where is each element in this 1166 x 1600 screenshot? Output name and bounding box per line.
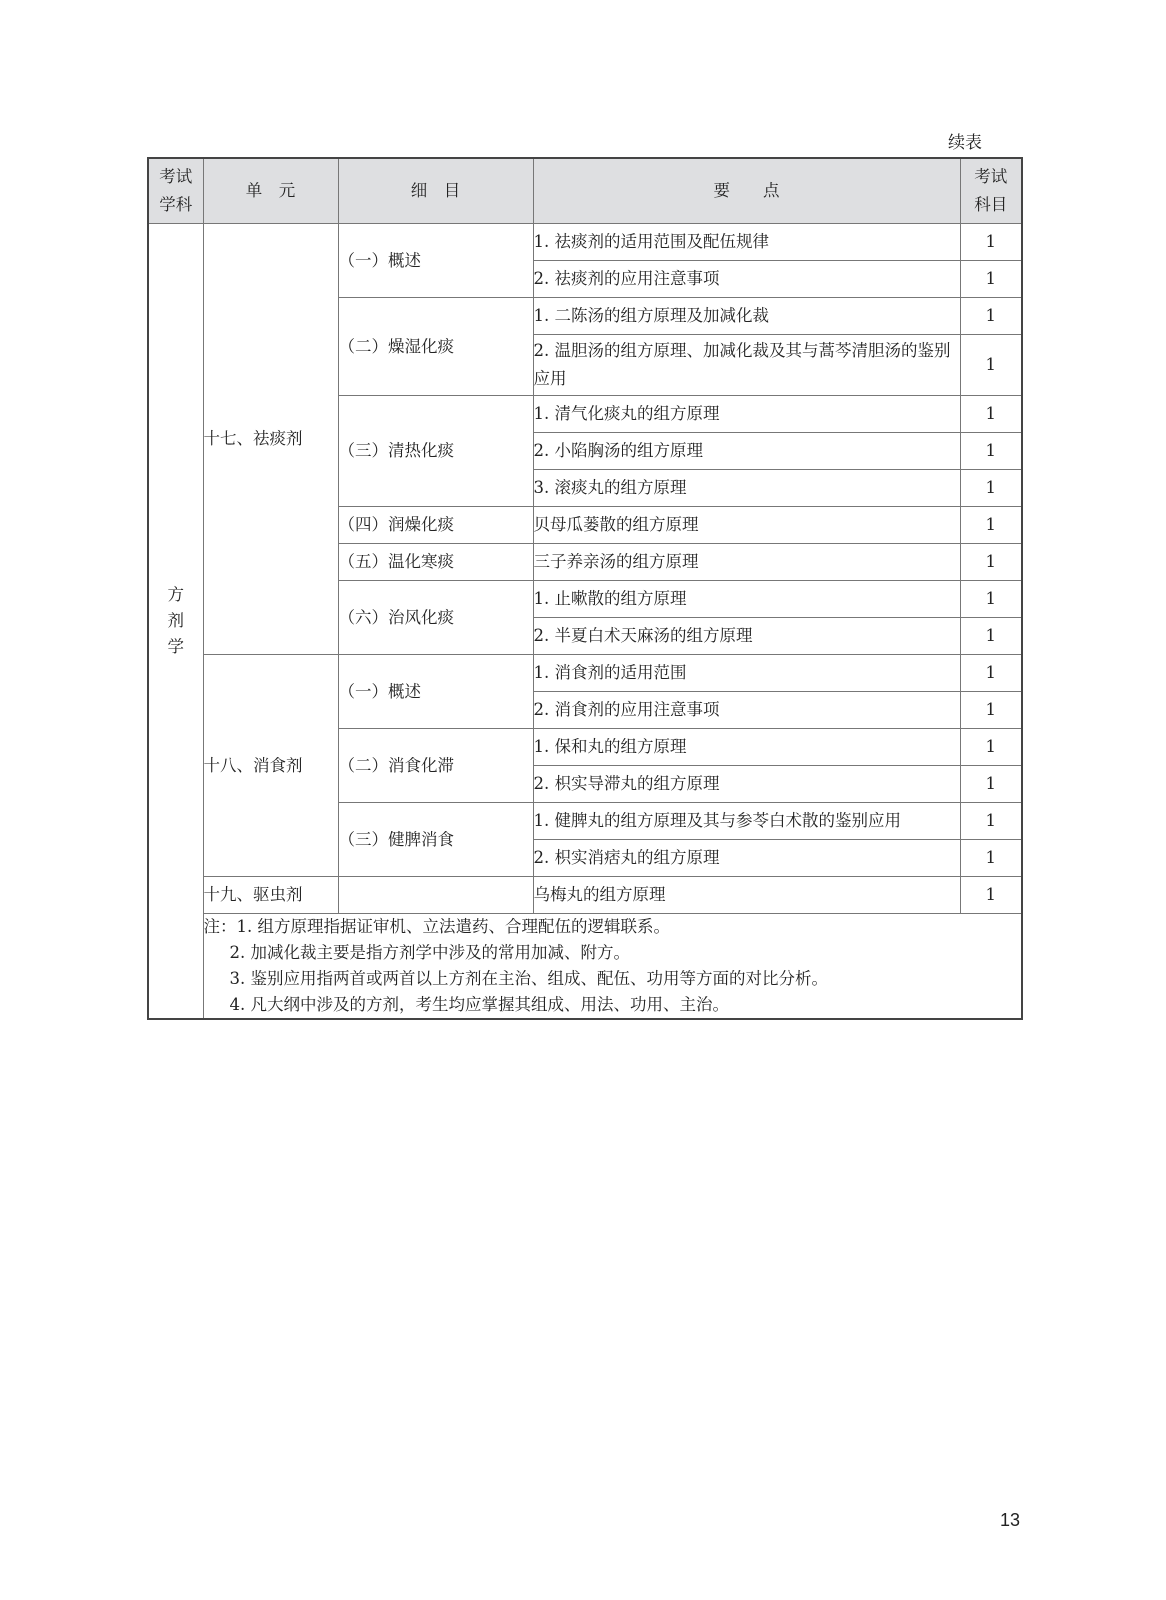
point-cell: 三子养亲汤的组方原理 — [533, 544, 960, 581]
point-cell: 乌梅丸的组方原理 — [533, 877, 960, 914]
point-cell: 贝母瓜蒌散的组方原理 — [533, 507, 960, 544]
item-cell: （二）消食化滞 — [338, 729, 533, 803]
count-cell: 1 — [960, 396, 1022, 433]
count-cell: 1 — [960, 470, 1022, 507]
header-exam-text: 考试 科目 — [974, 167, 1008, 214]
count-cell: 1 — [960, 261, 1022, 298]
table-row — [148, 224, 1022, 261]
header-points: 要 点 — [533, 158, 960, 224]
count-cell: 1 — [960, 224, 1022, 261]
continued-label: 续表 — [948, 133, 982, 153]
item-cell: （五）温化寒痰 — [338, 544, 533, 581]
header-subject-text: 考试 学科 — [159, 167, 193, 214]
count-cell: 1 — [960, 544, 1022, 581]
point-cell: 2. 枳实消痞丸的组方原理 — [533, 840, 960, 877]
point-cell: 2. 枳实导滞丸的组方原理 — [533, 766, 960, 803]
unit-cell: 十九、驱虫剂 — [203, 877, 338, 914]
item-cell: （六）治风化痰 — [338, 581, 533, 655]
item-cell: （二）燥湿化痰 — [338, 298, 533, 396]
point-cell: 2. 消食剂的应用注意事项 — [533, 692, 960, 729]
count-cell: 1 — [960, 618, 1022, 655]
header-unit: 单 元 — [203, 158, 338, 224]
item-cell: （四）润燥化痰 — [338, 507, 533, 544]
note-line: 注：1. 组方原理指据证审机、立法遣药、合理配伍的逻辑联系。 — [203, 917, 670, 936]
table-body — [148, 224, 1022, 1020]
point-cell: 1. 二陈汤的组方原理及加减化裁 — [533, 298, 960, 335]
count-cell: 1 — [960, 655, 1022, 692]
table-row — [148, 877, 1022, 914]
count-cell: 1 — [960, 692, 1022, 729]
item-cell: （三）清热化痰 — [338, 396, 533, 507]
point-cell: 1. 祛痰剂的适用范围及配伍规律 — [533, 224, 960, 261]
subject-text: 方 剂 学 — [167, 585, 184, 656]
item-cell: （一）概述 — [338, 224, 533, 298]
point-cell: 1. 清气化痰丸的组方原理 — [533, 396, 960, 433]
unit-cell: 十七、祛痰剂 — [203, 224, 338, 655]
note-line: 4. 凡大纲中涉及的方剂，考生均应掌握其组成、用法、功用、主治。 — [229, 995, 729, 1014]
count-cell: 1 — [960, 298, 1022, 335]
count-cell: 1 — [960, 507, 1022, 544]
note-line: 2. 加减化裁主要是指方剂学中涉及的常用加减、附方。 — [229, 943, 630, 962]
point-cell: 1. 保和丸的组方原理 — [533, 729, 960, 766]
notes-row — [148, 914, 1022, 1020]
page-number: 13 — [1000, 1510, 1021, 1530]
point-cell: 2. 小陷胸汤的组方原理 — [533, 433, 960, 470]
item-cell: （一）概述 — [338, 655, 533, 729]
header-subject — [148, 158, 203, 224]
item-cell — [338, 877, 533, 914]
count-cell: 1 — [960, 335, 1022, 396]
syllabus-table — [147, 157, 1023, 1020]
count-cell: 1 — [960, 877, 1022, 914]
point-cell: 2. 半夏白术天麻汤的组方原理 — [533, 618, 960, 655]
note-line: 3. 鉴别应用指两首或两首以上方剂在主治、组成、配伍、功用等方面的对比分析。 — [229, 969, 828, 988]
point-cell: 1. 消食剂的适用范围 — [533, 655, 960, 692]
count-cell: 1 — [960, 433, 1022, 470]
count-cell: 1 — [960, 581, 1022, 618]
point-cell: 3. 滚痰丸的组方原理 — [533, 470, 960, 507]
count-cell: 1 — [960, 729, 1022, 766]
unit-cell: 十八、消食剂 — [203, 655, 338, 877]
notes-cell — [203, 914, 1022, 1020]
point-cell: 2. 祛痰剂的应用注意事项 — [533, 261, 960, 298]
table-row — [148, 655, 1022, 692]
header-item: 细 目 — [338, 158, 533, 224]
point-cell: 1. 健脾丸的组方原理及其与参苓白术散的鉴别应用 — [533, 803, 960, 840]
point-cell: 1. 止嗽散的组方原理 — [533, 581, 960, 618]
header-exam — [960, 158, 1022, 224]
count-cell: 1 — [960, 766, 1022, 803]
item-cell: （三）健脾消食 — [338, 803, 533, 877]
count-cell: 1 — [960, 803, 1022, 840]
subject-cell — [148, 224, 203, 1020]
point-cell: 2. 温胆汤的组方原理、加减化裁及其与蒿芩清胆汤的鉴别应用 — [533, 335, 960, 396]
header-row — [148, 158, 1022, 224]
count-cell: 1 — [960, 840, 1022, 877]
